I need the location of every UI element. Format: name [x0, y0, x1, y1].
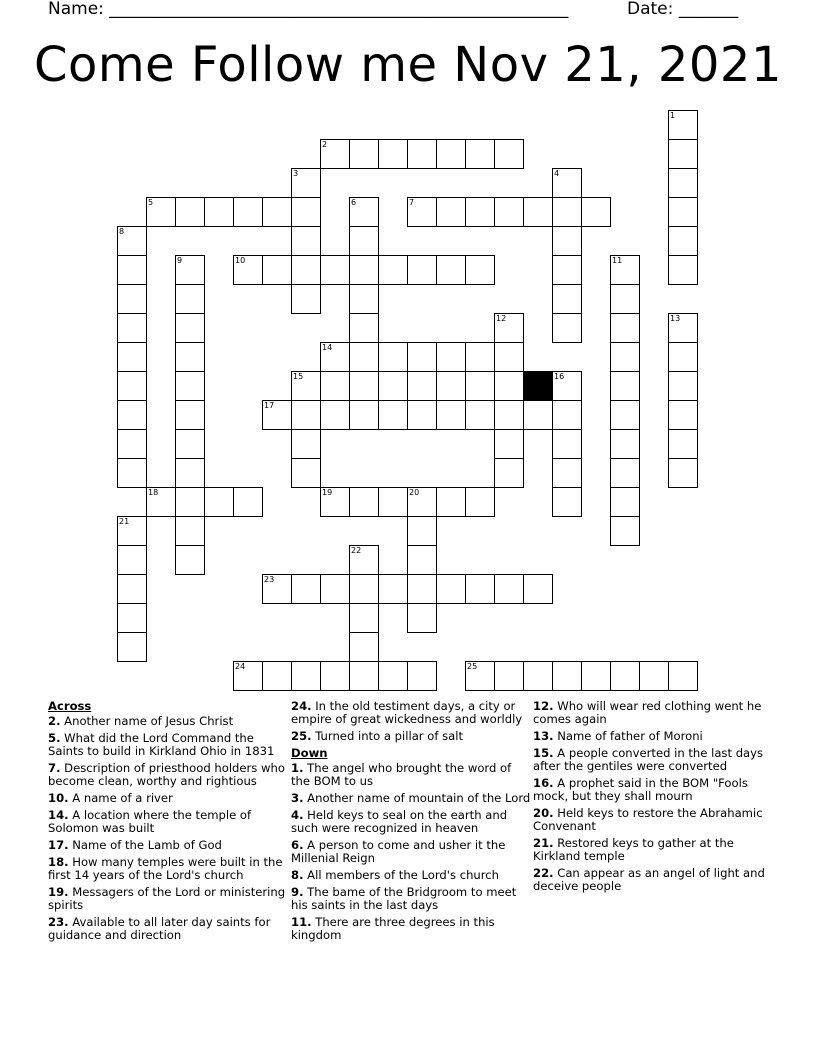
- grid-cell[interactable]: [668, 371, 698, 401]
- clue-number-label: 12.: [533, 699, 554, 713]
- grid-cell[interactable]: [407, 487, 437, 517]
- clue-text: Name of the Lamb of God: [68, 838, 222, 852]
- grid-cell[interactable]: [233, 255, 263, 285]
- grid-cell[interactable]: [175, 342, 205, 372]
- clue-text: A person to come and usher it the Millenial Reign: [291, 838, 506, 865]
- grid-cell[interactable]: [262, 400, 292, 430]
- clue-number-label: 17.: [48, 838, 69, 852]
- grid-cell[interactable]: [407, 255, 437, 285]
- clue-text: In the old testiment days, a city or empire of great wickedness and worldly: [291, 699, 523, 726]
- grid-cell[interactable]: [407, 139, 437, 169]
- clue-item: [48, 916, 288, 942]
- clue-text: Another name of Jesus Christ: [60, 714, 234, 728]
- grid-cell[interactable]: [117, 632, 147, 662]
- grid-cell[interactable]: [436, 574, 466, 604]
- clue-number: 14: [322, 343, 333, 352]
- grid-cell[interactable]: [552, 487, 582, 517]
- clue-number: 18: [148, 488, 159, 497]
- clue-number: 19: [322, 488, 333, 497]
- grid-cell[interactable]: [349, 574, 379, 604]
- across-clue-list: [48, 715, 288, 942]
- grid-cell[interactable]: [523, 661, 553, 691]
- grid-cell[interactable]: [407, 603, 437, 633]
- clue-number-label: 1.: [291, 761, 304, 775]
- clue-item: [533, 807, 773, 833]
- clue-number-label: 8.: [291, 868, 304, 882]
- clue-text: Who will wear red clothing went he comes again: [533, 699, 762, 726]
- clue-text: What did the Lord Command the Saints to build in Kirkland Ohio in 1831: [48, 731, 275, 758]
- grid-cell[interactable]: [378, 255, 408, 285]
- grid-cell[interactable]: [465, 255, 495, 285]
- grid-cell[interactable]: [291, 400, 321, 430]
- grid-cell[interactable]: [436, 400, 466, 430]
- grid-cell[interactable]: [175, 197, 205, 227]
- clue-text: Name of father of Moroni: [553, 729, 703, 743]
- grid-cell[interactable]: [610, 284, 640, 314]
- grid-cell[interactable]: [668, 226, 698, 256]
- grid-cell[interactable]: [117, 545, 147, 575]
- grid-cell[interactable]: [610, 516, 640, 546]
- grid-cell[interactable]: [117, 400, 147, 430]
- grid-cell[interactable]: [175, 429, 205, 459]
- grid-cell[interactable]: [117, 284, 147, 314]
- grid-cell[interactable]: [175, 400, 205, 430]
- grid-cell[interactable]: [465, 342, 495, 372]
- grid-cell[interactable]: [407, 342, 437, 372]
- name-field-label: Name: ______________________________________________________: [48, 0, 569, 19]
- grid-cell[interactable]: [378, 661, 408, 691]
- grid-cell[interactable]: [465, 400, 495, 430]
- grid-cell[interactable]: [610, 313, 640, 343]
- grid-cell[interactable]: [175, 487, 205, 517]
- grid-cell[interactable]: [494, 458, 524, 488]
- clue-number: 4: [554, 169, 560, 178]
- grid-cell[interactable]: [349, 545, 379, 575]
- grid-cell[interactable]: [465, 371, 495, 401]
- grid-cell[interactable]: [668, 110, 698, 140]
- grid-cell[interactable]: [552, 313, 582, 343]
- clue-item: [291, 762, 531, 788]
- clue-text: A location where the temple of Solomon was built: [48, 808, 252, 835]
- clue-item: [533, 700, 773, 726]
- grid-cell[interactable]: [291, 284, 321, 314]
- grid-cell[interactable]: [581, 661, 611, 691]
- clue-text: Held keys to restore the Abrahamic Convenant: [533, 806, 763, 833]
- clue-number-label: 2.: [48, 714, 61, 728]
- grid-cell[interactable]: [320, 661, 350, 691]
- grid-cell[interactable]: [407, 197, 437, 227]
- down-clue-list-continued: [533, 700, 773, 893]
- grid-cell[interactable]: [668, 313, 698, 343]
- grid-cell[interactable]: [610, 487, 640, 517]
- clue-item: [291, 886, 531, 912]
- grid-cell[interactable]: [262, 574, 292, 604]
- clue-text: Messagers of the Lord or ministering spirits: [48, 885, 286, 912]
- grid-cell[interactable]: [668, 458, 698, 488]
- clue-number: 5: [148, 198, 154, 207]
- clue-number-label: 5.: [48, 731, 61, 745]
- clue-number: 16: [554, 372, 565, 381]
- grid-cell[interactable]: [552, 458, 582, 488]
- grid-cell[interactable]: [378, 371, 408, 401]
- clue-item: [48, 886, 288, 912]
- grid-cell[interactable]: [523, 197, 553, 227]
- grid-cell[interactable]: [349, 371, 379, 401]
- clue-number-label: 16.: [533, 776, 554, 790]
- grid-cell[interactable]: [523, 400, 553, 430]
- grid-cell[interactable]: [552, 661, 582, 691]
- grid-cell[interactable]: [610, 371, 640, 401]
- grid-cell[interactable]: [320, 139, 350, 169]
- clue-text: A prophet said in the BOM "Fools mock, but they shall mourn: [533, 776, 748, 803]
- grid-cell[interactable]: [552, 371, 582, 401]
- grid-cell[interactable]: [378, 487, 408, 517]
- clue-number: 1: [670, 111, 676, 120]
- clue-item: [291, 700, 531, 726]
- grid-cell[interactable]: [378, 400, 408, 430]
- grid-cell[interactable]: [494, 313, 524, 343]
- clue-item: [291, 809, 531, 835]
- clue-number: 13: [670, 314, 681, 323]
- grid-cell[interactable]: [494, 400, 524, 430]
- grid-cell[interactable]: [146, 197, 176, 227]
- grid-cell[interactable]: [378, 342, 408, 372]
- clue-number-label: 22.: [533, 866, 554, 880]
- clue-number: 3: [293, 169, 299, 178]
- grid-cell[interactable]: [117, 429, 147, 459]
- grid-cell[interactable]: [291, 197, 321, 227]
- clue-text: Another name of mountain of the Lord: [303, 791, 531, 805]
- grid-cell[interactable]: [668, 255, 698, 285]
- grid-cell[interactable]: [349, 313, 379, 343]
- grid-cell[interactable]: [668, 168, 698, 198]
- grid-cell[interactable]: [407, 516, 437, 546]
- grid-cell[interactable]: [436, 255, 466, 285]
- grid-cell[interactable]: [117, 371, 147, 401]
- grid-cell[interactable]: [291, 661, 321, 691]
- clue-number-label: 24.: [291, 699, 312, 713]
- grid-cell[interactable]: [117, 313, 147, 343]
- clue-number: 6: [351, 198, 357, 207]
- clue-item: [291, 839, 531, 865]
- clue-number-label: 14.: [48, 808, 69, 822]
- across-clue-list-continued: [291, 700, 531, 743]
- grid-cell[interactable]: [349, 255, 379, 285]
- grid-cell[interactable]: [465, 139, 495, 169]
- clue-number: 21: [119, 517, 130, 526]
- grid-cell[interactable]: [349, 342, 379, 372]
- clue-text: How many temples were built in the first 14 years of the Lord's church: [48, 855, 283, 882]
- grid-cell[interactable]: [494, 429, 524, 459]
- grid-cell[interactable]: [146, 487, 176, 517]
- grid-cell[interactable]: [552, 255, 582, 285]
- grid-cell[interactable]: [349, 197, 379, 227]
- grid-cell[interactable]: [291, 574, 321, 604]
- clue-number-label: 7.: [48, 761, 61, 775]
- clue-item: [291, 869, 531, 882]
- grid-cell[interactable]: [175, 458, 205, 488]
- grid-cell[interactable]: [349, 400, 379, 430]
- grid-cell[interactable]: [320, 400, 350, 430]
- clue-number-label: 4.: [291, 808, 304, 822]
- grid-cell[interactable]: [436, 342, 466, 372]
- grid-cell[interactable]: [175, 313, 205, 343]
- clue-item: [48, 732, 288, 758]
- clue-number-label: 25.: [291, 729, 312, 743]
- grid-cell[interactable]: [552, 284, 582, 314]
- clue-number-label: 19.: [48, 885, 69, 899]
- grid-cell[interactable]: [117, 226, 147, 256]
- clue-number: 9: [177, 256, 183, 265]
- clue-number: 22: [351, 546, 362, 555]
- clue-number-label: 10.: [48, 791, 69, 805]
- grid-cell[interactable]: [436, 371, 466, 401]
- clue-item: [291, 916, 531, 942]
- grid-cell[interactable]: [262, 197, 292, 227]
- grid-cell[interactable]: [668, 139, 698, 169]
- clue-text: Can appear as an angel of light and deceive people: [533, 866, 765, 893]
- grid-cell[interactable]: [117, 342, 147, 372]
- black-square: [523, 371, 553, 401]
- grid-cell[interactable]: [465, 661, 495, 691]
- grid-cell[interactable]: [552, 168, 582, 198]
- grid-cell[interactable]: [117, 458, 147, 488]
- grid-cell[interactable]: [320, 255, 350, 285]
- grid-cell[interactable]: [320, 574, 350, 604]
- down-heading: Down: [291, 746, 328, 760]
- grid-cell[interactable]: [610, 400, 640, 430]
- clue-text: The angel who brought the word of the BOM to us: [291, 761, 512, 788]
- grid-cell[interactable]: [117, 255, 147, 285]
- grid-cell[interactable]: [407, 661, 437, 691]
- grid-cell[interactable]: [349, 139, 379, 169]
- grid-cell[interactable]: [581, 197, 611, 227]
- grid-cell[interactable]: [117, 603, 147, 633]
- grid-cell[interactable]: [494, 661, 524, 691]
- grid-cell[interactable]: [262, 661, 292, 691]
- clue-number: 12: [496, 314, 507, 323]
- clue-number: 15: [293, 372, 304, 381]
- grid-cell[interactable]: [552, 400, 582, 430]
- grid-cell[interactable]: [552, 197, 582, 227]
- clue-number-label: 15.: [533, 746, 554, 760]
- grid-cell[interactable]: [291, 371, 321, 401]
- grid-cell[interactable]: [291, 168, 321, 198]
- clues-column-2: [291, 700, 531, 946]
- grid-cell[interactable]: [349, 632, 379, 662]
- clue-text: A people converted in the last days after the gentiles were converted: [533, 746, 764, 773]
- grid-cell[interactable]: [291, 429, 321, 459]
- date-field-label: Date: _______: [627, 0, 739, 19]
- grid-cell[interactable]: [610, 661, 640, 691]
- clue-number-label: 13.: [533, 729, 554, 743]
- grid-cell[interactable]: [262, 255, 292, 285]
- clues-column-1: [48, 700, 288, 946]
- clue-number: 25: [467, 662, 478, 671]
- grid-cell[interactable]: [436, 139, 466, 169]
- clue-item: [533, 837, 773, 863]
- clue-text: Available to all later day saints for guidance and direction: [48, 915, 271, 942]
- clue-number: 17: [264, 401, 275, 410]
- grid-cell[interactable]: [233, 487, 263, 517]
- grid-cell[interactable]: [523, 574, 553, 604]
- grid-cell[interactable]: [465, 574, 495, 604]
- grid-cell[interactable]: [349, 487, 379, 517]
- grid-cell[interactable]: [291, 226, 321, 256]
- grid-cell[interactable]: [494, 371, 524, 401]
- grid-cell[interactable]: [552, 226, 582, 256]
- clue-item: [48, 839, 288, 852]
- grid-cell[interactable]: [639, 661, 669, 691]
- grid-cell[interactable]: [378, 139, 408, 169]
- grid-cell[interactable]: [320, 371, 350, 401]
- grid-cell[interactable]: [378, 574, 408, 604]
- grid-cell[interactable]: [436, 197, 466, 227]
- clue-number-label: 3.: [291, 791, 304, 805]
- clue-text: The bame of the Bridgroom to meet his saints in the last days: [291, 885, 517, 912]
- clue-text: Turned into a pillar of salt: [311, 729, 464, 743]
- clue-number: 7: [409, 198, 415, 207]
- clue-item: [533, 867, 773, 893]
- grid-cell[interactable]: [349, 226, 379, 256]
- grid-cell[interactable]: [407, 371, 437, 401]
- clue-item: [48, 792, 288, 805]
- grid-cell[interactable]: [494, 342, 524, 372]
- down-clue-list: [291, 762, 531, 942]
- clue-number: 24: [235, 662, 246, 671]
- grid-cell[interactable]: [668, 429, 698, 459]
- grid-cell[interactable]: [407, 545, 437, 575]
- clue-text: Restored keys to gather at the Kirkland temple: [533, 836, 734, 863]
- clue-number: 20: [409, 488, 420, 497]
- clue-text: A name of a river: [68, 791, 173, 805]
- grid-cell[interactable]: [494, 574, 524, 604]
- grid-cell[interactable]: [610, 458, 640, 488]
- grid-cell[interactable]: [494, 139, 524, 169]
- grid-cell[interactable]: [668, 342, 698, 372]
- clue-number-label: 9.: [291, 885, 304, 899]
- grid-cell[interactable]: [552, 429, 582, 459]
- clue-number-label: 6.: [291, 838, 304, 852]
- clue-number: 2: [322, 140, 328, 149]
- grid-cell[interactable]: [668, 197, 698, 227]
- clue-number-label: 23.: [48, 915, 69, 929]
- grid-cell[interactable]: [291, 255, 321, 285]
- clue-text: Description of priesthood holders who become clean, worthy and rightious: [48, 761, 285, 788]
- grid-cell[interactable]: [175, 545, 205, 575]
- clue-number: 11: [612, 256, 623, 265]
- clue-number-label: 18.: [48, 855, 69, 869]
- grid-cell[interactable]: [668, 661, 698, 691]
- grid-cell[interactable]: [204, 197, 234, 227]
- clue-item: [48, 809, 288, 835]
- clue-number: 10: [235, 256, 246, 265]
- grid-cell[interactable]: [175, 516, 205, 546]
- clue-text: All members of the Lord's church: [303, 868, 499, 882]
- grid-cell[interactable]: [349, 603, 379, 633]
- clue-item: [48, 715, 288, 728]
- grid-cell[interactable]: [407, 400, 437, 430]
- clue-item: [533, 747, 773, 773]
- grid-cell[interactable]: [610, 342, 640, 372]
- grid-cell[interactable]: [291, 458, 321, 488]
- grid-cell[interactable]: [175, 284, 205, 314]
- clue-item: [48, 762, 288, 788]
- clues-column-3: [533, 700, 773, 897]
- clue-text: Held keys to seal on the earth and such were recognized in heaven: [291, 808, 508, 835]
- grid-cell[interactable]: [610, 429, 640, 459]
- grid-cell[interactable]: [320, 487, 350, 517]
- grid-cell[interactable]: [349, 284, 379, 314]
- clue-number: 23: [264, 575, 275, 584]
- clue-item: [533, 777, 773, 803]
- grid-cell[interactable]: [204, 487, 234, 517]
- across-heading: Across: [48, 699, 92, 713]
- clue-item: [533, 730, 773, 743]
- clue-number: 8: [119, 227, 125, 236]
- grid-cell[interactable]: [117, 574, 147, 604]
- clue-item: [291, 792, 531, 805]
- clue-number-label: 21.: [533, 836, 554, 850]
- grid-cell[interactable]: [175, 371, 205, 401]
- grid-cell[interactable]: [494, 197, 524, 227]
- grid-cell[interactable]: [465, 487, 495, 517]
- grid-cell[interactable]: [465, 197, 495, 227]
- grid-cell[interactable]: [436, 487, 466, 517]
- grid-cell[interactable]: [407, 574, 437, 604]
- page-title: Come Follow me Nov 21, 2021: [34, 37, 782, 93]
- grid-cell[interactable]: [175, 255, 205, 285]
- grid-cell[interactable]: [320, 342, 350, 372]
- grid-cell[interactable]: [233, 661, 263, 691]
- clue-item: [48, 856, 288, 882]
- grid-cell[interactable]: [668, 400, 698, 430]
- clue-number-label: 20.: [533, 806, 554, 820]
- clue-text: There are three degrees in this kingdom: [291, 915, 495, 942]
- grid-cell[interactable]: [349, 661, 379, 691]
- grid-cell[interactable]: [610, 255, 640, 285]
- grid-cell[interactable]: [117, 516, 147, 546]
- clue-item: [291, 730, 531, 743]
- clue-number-label: 11.: [291, 915, 312, 929]
- grid-cell[interactable]: [233, 197, 263, 227]
